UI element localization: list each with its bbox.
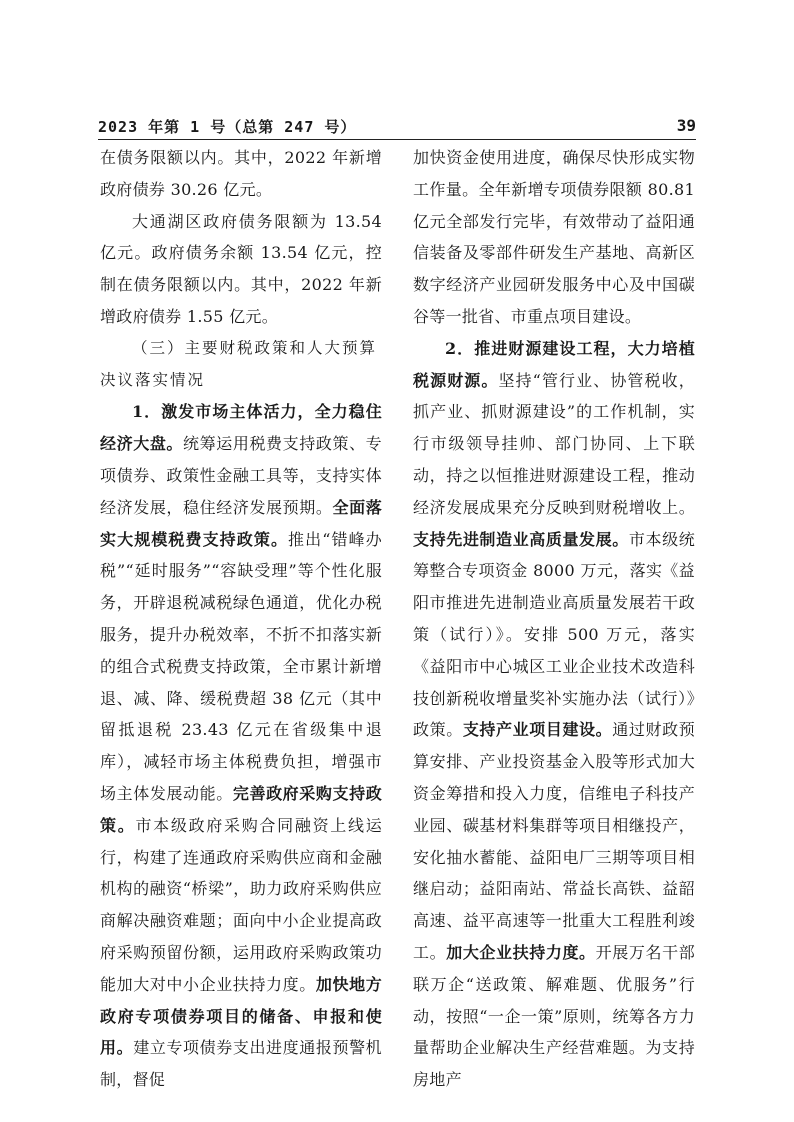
paragraph: 加快资金使用进度，确保尽快形成实物工作量。全年新增专项债券限额 80.81 亿元全部发行完毕，有效带动了益阳通信装备及零部件研发生产基地、高新区数字经济产业园研发服务中心及中国碳谷等一批省、市重点项目建设。: [413, 148, 695, 326]
paragraph-text: 市本级政府采购合同融资上线运行，构建了连通政府采购供应商和金融机构的融资“桥梁”，助力政府采购供应商解决融资难题；面向中小企业提高政府采购预留份额，运用政府采购政策功能加大对中小企业扶持力度。: [100, 815, 383, 994]
paragraph-text: 市本级统筹整合专项资金 8000 万元，落实《益阳市推进先进制造业高质量发展若干政策（试行）》。安排 500 万元，落实《益阳市中心城区工业企业技术改造科技创新税收增量奖补实施办法（试行）》政策。: [413, 529, 695, 740]
bold-heading: 支持先进制造业高质量发展。: [413, 529, 629, 549]
bold-heading: 加大企业扶持力度。: [446, 942, 596, 962]
paragraph: 大通湖区政府债务限额为 13.54 亿元。政府债务余额 13.54 亿元，控制在债务限额以内。其中，2022 年新增政府债券 1.55 亿元。: [100, 211, 382, 326]
paragraph-text: 统筹运用税费支持政策、专项债券、政策性金融工具等，支持实体经济发展，稳住经济发展预期。: [100, 434, 382, 517]
issue-label: 2023 年第 1 号（总第 247 号）: [98, 118, 357, 136]
running-header: [98, 112, 696, 140]
paragraph: [100, 396, 382, 1096]
paragraph-text: 开展万名干部联万企“送政策、解难题、优服务”行动，按照“一企一策”原则，统筹各方力量帮助企业解决生产经营难题。为支持房地产: [413, 942, 695, 1090]
header-divider: [98, 139, 696, 140]
paragraph: 在债务限额以内。其中，2022 年新增政府债券 30.26 亿元。: [100, 148, 382, 199]
paragraph-text: 推出“错峰办税”“延时服务”“容缺受理”等个性化服务，开辟退税减税绿色通道，优化办税服务，提升办税效率，不折不扣落实新的组合式税费支持政策，全市累计新增退、减、降、缓税费超 38 亿元（其中留抵退税 23.43 亿元在省级集中退库），减轻市场主体税费负担，增强市场主体发展动能。: [100, 529, 382, 803]
bold-heading: 全面落实大规模税费支持政策。: [100, 497, 382, 549]
right-column: [413, 142, 695, 1096]
paragraph: [413, 333, 695, 1096]
bold-heading: 1．激发市场主体活力，全力稳住经济大盘。: [100, 402, 382, 454]
section-heading: （三）主要财税政策和人大预算决议落实情况: [100, 338, 378, 389]
paragraph-text: 坚持“管行业、协管税收，抓产业、抓财源建设”的工作机制，实行市级领导挂帅、部门协同、上下联动，持之以恒推进财源建设工程，推动经济发展成果充分反映到财税增收上。: [413, 370, 695, 517]
paragraph-text: 通过财政预算安排、产业投资基金入股等形式加大资金筹措和投入力度，信维电子科技产业园、碳基材料集群等项目相继投产，安化抽水蓄能、益阳电厂三期等项目相继启动；益阳南站、常益长高铁、益韶高速、益平高速等一批重大工程胜利竣工。: [413, 720, 696, 962]
bold-heading: 加快地方政府专项债券项目的储备、申报和使用。: [100, 974, 382, 1058]
bold-heading: 2．推进财源建设工程，大力培植税源财源。: [413, 338, 695, 390]
bold-heading: 完善政府采购支持政策。: [100, 783, 383, 835]
paragraph-text: 建立专项债券支出进度通报预警机制，督促: [100, 1038, 382, 1090]
bold-heading: 支持产业项目建设。: [462, 720, 613, 740]
left-column: [100, 142, 382, 1096]
page-number: 39: [676, 116, 696, 135]
